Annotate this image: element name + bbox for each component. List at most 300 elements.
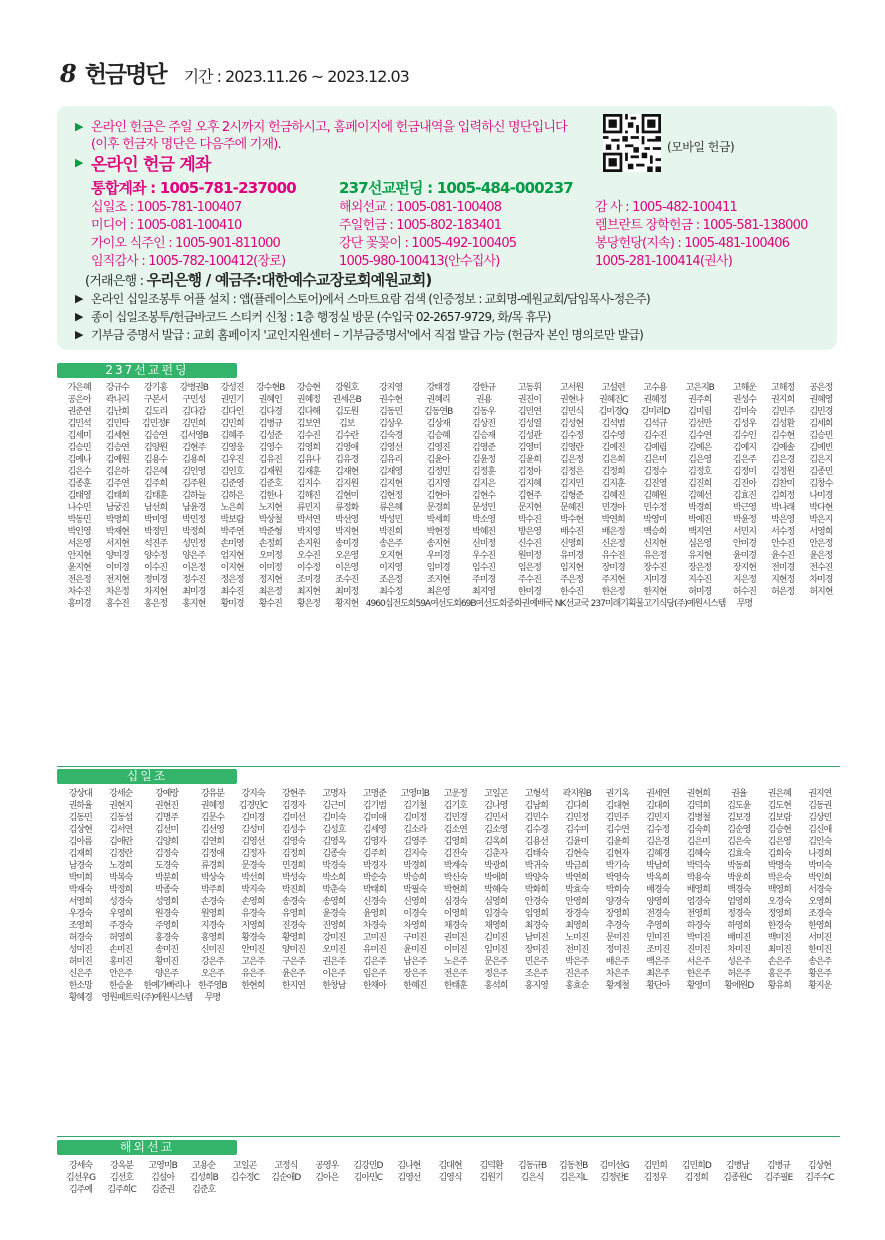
donor-name: 안영희 (565, 897, 589, 907)
donor-name: 김소연 (443, 825, 467, 835)
donor-name: 엄지현 (220, 551, 244, 561)
donor-name: 김주수C (805, 1173, 834, 1183)
donor-name: 전미진 (565, 945, 589, 955)
names-tithe (60, 788, 840, 1004)
donor-name: 김문수 (200, 813, 224, 823)
donor-name: 권기옥 (605, 789, 629, 799)
donor-name: 조지현 (426, 575, 450, 585)
bullet-donation-receipt: 기부금 증명서 발급 : 교회 홈페이지 '교인지원센터 – 기부금증명서'에서 직접 발급 가능 (헌금자 본인 명의로만 발급) (91, 328, 644, 342)
donor-name: 윤경숙 (322, 909, 346, 919)
donor-name: 박수현 (560, 515, 584, 525)
donor-name: 한지연 (281, 981, 305, 991)
donor-name: 차은정 (105, 587, 129, 597)
donor-name: 김수진 (643, 431, 667, 441)
donor-name: 김상우 (379, 419, 403, 429)
donor-name: 김영선 (397, 1173, 421, 1183)
donor-name: 안미경 (732, 539, 756, 549)
donor-name: 김민지 (646, 813, 670, 823)
donor-name: 고영미B (400, 789, 429, 799)
donor-name: 권혜진C (598, 395, 628, 405)
donor-name: 김미애 (362, 813, 386, 823)
donor-name: 김은숙 (727, 837, 751, 847)
donor-name: 박계숙 (443, 861, 467, 871)
donor-name: 차은주 (605, 969, 629, 979)
donor-name: 도경숙 (155, 861, 179, 871)
donor-name: 김영수 (258, 443, 282, 453)
donor-name: 김병규 (258, 419, 282, 429)
donor-name: 한현희 (241, 981, 265, 991)
donor-name: 장미경 (601, 563, 625, 573)
donor-name: 김승연 (105, 443, 129, 453)
donor-name: 김은영 (767, 837, 791, 847)
donor-name: 김현숙 (565, 849, 589, 859)
donor-name: 김혜숙 (686, 849, 710, 859)
donor-name: 지미경 (643, 575, 667, 585)
donor-name: 김주희 (144, 479, 168, 489)
donor-name: 정은주 (484, 969, 508, 979)
donor-name: 손지원 (296, 539, 320, 549)
donor-name: 김미숙 (322, 813, 346, 823)
donor-name: 고일곤 (233, 1161, 257, 1171)
triangle-bullet-icon: ▶ (75, 156, 84, 169)
donor-name: 박광희 (484, 861, 508, 871)
donor-name: 김정원 (771, 467, 795, 477)
donor-name: 김기범 (362, 801, 386, 811)
donor-name: 김영희 (296, 443, 320, 453)
donor-name: 최미경 (182, 587, 206, 597)
donor-name: 김다해 (296, 407, 320, 417)
donor-name: 권진이 (517, 395, 541, 405)
donor-name: 김주예 (68, 1185, 93, 1195)
account-sunday: 주일헌금 : 1005-802-183401 (339, 218, 502, 233)
donor-name: 신지현 (643, 539, 667, 549)
donor-name: 장수진 (643, 563, 667, 573)
donor-name: 최은영 (426, 587, 450, 597)
donor-name: 김상재 (426, 419, 450, 429)
donor-name: 전수진 (809, 563, 833, 573)
donor-name: 유경숙 (241, 909, 265, 919)
donor-name: 김수정 (560, 431, 584, 441)
donor-name: 이은주 (322, 969, 346, 979)
donor-name: 권혜정 (296, 395, 320, 405)
account-237-fund: 237선교펀딩 : 1005-484-000237 (339, 179, 573, 197)
donor-name: 오미정 (258, 551, 282, 561)
donor-name: 고설련 (601, 383, 625, 393)
donor-name: 김성호 (322, 825, 346, 835)
donor-name: 구민성 (182, 395, 206, 405)
donor-name: 조영희 (68, 921, 92, 931)
donor-name: 박정희 (182, 527, 206, 537)
donor-name: 김동천B (559, 1161, 588, 1171)
donor-name: 김종민 (809, 467, 833, 477)
donor-name: 노은희 (220, 503, 244, 513)
donor-name: 신은주 (68, 969, 92, 979)
donor-name: 박경숙 (322, 861, 346, 871)
donor-name: 김원기 (479, 1173, 503, 1183)
donor-name: 오영희 (808, 897, 832, 907)
donor-name: 김소영 (484, 825, 508, 835)
donor-name: 김재원 (258, 467, 282, 477)
donor-name: 임경숙 (484, 909, 508, 919)
donor-name: 김은미 (643, 455, 667, 465)
donor-name: 문경숙 (241, 861, 265, 871)
donor-name: 김민수 (524, 813, 548, 823)
donor-name: 김우진 (220, 455, 244, 465)
donor-name: 김영준 (472, 443, 496, 453)
section-title-tithe: 십일조 (57, 769, 237, 784)
donor-name: 김예진 (601, 443, 625, 453)
donor-name: 이미진 (443, 945, 467, 955)
donor-name: 최영희 (565, 921, 589, 931)
donor-name: 김은지 (809, 455, 833, 465)
donor-name: 한주영B (198, 981, 227, 991)
donor-name: 한은주 (686, 969, 710, 979)
donor-name: 김준호 (192, 1185, 216, 1195)
donor-name: 김근미 (322, 801, 346, 811)
donor-name: 김난희 (105, 407, 129, 417)
donor-name: 허지현 (809, 587, 833, 597)
donor-name: 김석규 (643, 419, 667, 429)
donor-name: 박분희 (155, 873, 179, 883)
donor-name: 김현주 (517, 491, 541, 501)
account-ordination-elder: 임직감사 : 1005-782-100412(장로) (91, 254, 286, 269)
donor-name: 정미진 (605, 945, 629, 955)
donor-name: 박미희 (68, 873, 92, 883)
donor-name: 한수진 (560, 587, 584, 597)
donor-name: 황단아 (646, 981, 670, 991)
donor-name: 정지현 (258, 575, 282, 585)
donor-name: 강병권B (179, 383, 208, 393)
donor-name: 김지혜 (517, 479, 541, 489)
donor-name: 방은영 (517, 527, 541, 537)
donor-name: 백경숙 (727, 885, 751, 895)
donor-name: 박미숙 (808, 861, 832, 871)
donor-name: 김희숙 (767, 849, 791, 859)
donor-name: 남선희 (144, 503, 168, 513)
donor-name: 배수진 (560, 527, 584, 537)
donor-name: 박진희 (379, 527, 403, 537)
donor-name: 고형석 (524, 789, 548, 799)
donor-name: 김희정 (771, 491, 795, 501)
section-title-237-funding: 237선교펀딩 (57, 363, 237, 378)
section-divider (57, 1136, 840, 1137)
donor-name: 김영란 (560, 443, 584, 453)
donor-name: 손미진 (109, 945, 133, 955)
donor-name: 김선우G (65, 1173, 96, 1183)
donor-name: 조경숙 (808, 909, 832, 919)
donor-name: 김해진 (296, 491, 320, 501)
donor-name: 최수진 (220, 587, 244, 597)
donor-name: 박상철 (258, 515, 282, 525)
donor-name: 양미진 (281, 945, 305, 955)
donor-name: 이수정 (296, 563, 320, 573)
donor-name: 홍수진 (105, 599, 129, 609)
donor-name: 권지연 (808, 789, 832, 799)
donor-name: 김양원 (144, 443, 168, 453)
donor-name: 김정희 (684, 1173, 708, 1183)
donor-name: 김태영 (67, 491, 91, 501)
donor-name: 허미진 (68, 957, 92, 967)
donor-name: 하경숙 (686, 921, 710, 931)
donor-name: 조은주 (524, 969, 548, 979)
donor-name: 김대현 (605, 801, 629, 811)
donor-name: 김다경 (258, 407, 282, 417)
donor-name: 장영희 (605, 909, 629, 919)
donor-name: 주지현 (601, 575, 625, 585)
donor-name: 김예나 (67, 455, 91, 465)
donor-name: 김용선 (524, 837, 548, 847)
donor-name: 김선영 (200, 825, 224, 835)
donor-name: 김수현 (771, 431, 795, 441)
donor-name: 김효숙 (727, 849, 751, 859)
donor-name: 중화권예배국 (506, 599, 553, 609)
donor-name: 고운정 (443, 789, 467, 799)
donor-name: 김승재 (472, 431, 496, 441)
donor-name: 노지현 (258, 503, 282, 513)
donor-name: 배은정 (601, 527, 625, 537)
donor-name: 박선희 (241, 873, 265, 883)
donor-name: 권은혜 (767, 789, 791, 799)
donor-name: 안수진 (771, 539, 795, 549)
donor-name: 김민서 (484, 813, 508, 823)
donor-name: 김미리D (640, 407, 670, 417)
donor-name: 박정희 (109, 885, 133, 895)
donor-name: 김종훈 (67, 479, 91, 489)
donor-name: 김세희 (809, 419, 833, 429)
donor-name: 문성민 (472, 503, 496, 513)
donor-name: 김다희 (565, 801, 589, 811)
donor-name: 김승연 (144, 431, 168, 441)
donor-name: 최미정 (335, 587, 359, 597)
donor-name: 권혜정 (643, 395, 667, 405)
donor-name: 권현나 (560, 395, 584, 405)
donor-name: 오경숙 (767, 897, 791, 907)
donor-name: 차미경 (809, 575, 833, 585)
donor-name: 문은주 (484, 957, 508, 967)
donor-name: 김영애 (335, 443, 359, 453)
donor-name: 황은정 (296, 599, 320, 609)
donor-name: 김진영 (643, 479, 667, 489)
donor-name: 민경희 (281, 861, 305, 871)
donor-name: 홍은정 (144, 599, 168, 609)
donor-name: 주경숙 (109, 921, 133, 931)
donor-name: 류정화 (335, 503, 359, 513)
notice-line-2: (이후 헌금자 명단은 다음주에 기재). (91, 137, 281, 152)
donor-name: 박명희 (105, 515, 129, 525)
donor-name: 김준호 (258, 479, 282, 489)
donor-name: 신영희 (403, 897, 427, 907)
donor-name: 나미경 (809, 491, 833, 501)
donor-name: 채경숙 (443, 921, 467, 931)
donor-name: 김주희C (107, 1185, 136, 1195)
donor-name: 손미영 (220, 539, 244, 549)
donor-name: 윤지현 (67, 563, 91, 573)
donor-name: 우수진 (472, 551, 496, 561)
donor-name: 엄경숙 (686, 897, 710, 907)
donor-name: 김소라 (403, 825, 427, 835)
donor-name: 김세현 (105, 431, 129, 441)
donor-name: 김지수 (296, 479, 320, 489)
donor-name: 고일곤 (484, 789, 508, 799)
donor-name: 김준영 (220, 479, 244, 489)
donor-name: 김태훈 (144, 491, 168, 501)
donor-name: 권수현 (379, 395, 403, 405)
donor-name: 임영희 (524, 909, 548, 919)
donor-name: 권현진 (155, 801, 179, 811)
donor-name: 김유진 (258, 455, 282, 465)
donor-name: 권혜정 (200, 801, 224, 811)
section-title-overseas-mission: 해외선교 (57, 1140, 237, 1155)
donor-name: 김현자 (605, 849, 629, 859)
donor-name: 배영희 (686, 885, 710, 895)
donor-name: 김지숙 (403, 849, 427, 859)
donor-name: 정수진 (182, 575, 206, 585)
donor-name: 황미진 (155, 957, 179, 967)
donor-name: 김미림 (688, 407, 712, 417)
donor-name: 김도원 (335, 407, 359, 417)
donor-name: 김수정 (646, 825, 670, 835)
donor-name: 양미경 (105, 551, 129, 561)
donor-name: 강기홍 (144, 383, 168, 393)
donor-name: 김민경 (443, 813, 467, 823)
donor-name: 박명숙 (767, 861, 791, 871)
donor-name: 원미정 (517, 551, 541, 561)
donor-name: 강상대 (68, 789, 92, 799)
donor-name: 김은하 (105, 467, 129, 477)
donor-name: 김현정 (379, 491, 403, 501)
donor-name: 전지현 (105, 575, 129, 585)
bullet-app-install: 온라인 십일조봉투 어플 설치 : 앱(플레이스토어)에서 스마트요람 검색 (인증정보 : 교회명-예원교회/담임목사-정은주) (91, 292, 650, 306)
donor-name: 송은주 (379, 539, 403, 549)
donor-name: 최은주 (646, 969, 670, 979)
account-ordination-kwonsa: 1005-281-100414(권사) (595, 254, 732, 269)
donor-name: 김서연 (109, 825, 133, 835)
donor-name: 권은주 (322, 957, 346, 967)
donor-name: 엄영희 (727, 897, 751, 907)
donor-name: 김재훈 (296, 467, 320, 477)
donor-name: 김은주 (732, 455, 756, 465)
donor-name: 박미진 (686, 933, 710, 943)
donor-name: 노미진 (565, 933, 589, 943)
donor-name: 김은경 (646, 837, 670, 847)
donor-name: 황미경 (220, 599, 244, 609)
donor-name: 박현정 (426, 527, 450, 537)
donor-name: 박지현 (335, 527, 359, 537)
donor-name: 김성미 (241, 825, 265, 835)
donor-name: 홍미진 (109, 957, 133, 967)
donor-name: 김예지 (732, 443, 756, 453)
donor-name: 진미진 (686, 945, 710, 955)
donor-name: 김수미 (565, 825, 589, 835)
donor-name: 오은주 (200, 969, 224, 979)
donor-name: 노은주 (443, 957, 467, 967)
donor-name: 박효숙 (565, 885, 589, 895)
donor-name: 안경숙 (524, 897, 548, 907)
names-overseas-mission (60, 1160, 840, 1196)
donor-name: 차미진 (727, 945, 751, 955)
donor-name: 고수용 (643, 383, 667, 393)
donor-name: 지현정 (771, 575, 795, 585)
donor-name: 김미경Q (598, 407, 628, 417)
donor-name: 김남희 (524, 801, 548, 811)
donor-name: 류은혜 (379, 503, 403, 513)
donor-name: 김은지L (559, 1173, 587, 1183)
page-title: 헌금명단 (84, 62, 166, 88)
donor-name: 신영희 (560, 539, 584, 549)
donor-name: 양은주 (155, 969, 179, 979)
donor-name: 김영웅 (220, 443, 244, 453)
donor-name: 성민정 (182, 539, 206, 549)
donor-name: 김민경 (809, 407, 833, 417)
donor-name: 허은주 (727, 969, 751, 979)
donor-name: 김성수 (281, 825, 305, 835)
account-building: 봉당헌당(지속) : 1005-481-100406 (595, 236, 790, 251)
donor-name: 김혜진 (601, 491, 625, 501)
donor-name: 이미정 (258, 563, 282, 573)
donor-name: 권혜인 (258, 395, 282, 405)
donor-name: 김혜주 (220, 431, 244, 441)
donor-name: 김민희 (220, 419, 244, 429)
donor-name: 김정희 (601, 467, 625, 477)
donor-name: 이경숙 (403, 909, 427, 919)
donor-name: 김연희 (200, 837, 224, 847)
donor-name: 배은주 (605, 957, 629, 967)
donor-name: 한지현 (643, 587, 667, 597)
donor-name: 고동휘 (517, 383, 541, 393)
donor-name: 류민지 (296, 503, 320, 513)
donor-name: 석진주 (144, 539, 168, 549)
donor-name: 김종원C (723, 1173, 752, 1183)
donor-name: 박은영 (771, 515, 795, 525)
donor-name: 강지숙 (241, 789, 265, 799)
donor-name: 한영희 (808, 921, 832, 931)
donor-name: 유미진 (362, 945, 386, 955)
donor-name: 신경숙 (362, 897, 386, 907)
donor-name: 장은정 (688, 563, 712, 573)
donor-name: 백승희 (643, 527, 667, 537)
donor-name: 박연희 (565, 873, 589, 883)
donor-name: 박화희 (524, 885, 548, 895)
donor-name: 김정우 (643, 1173, 667, 1183)
donor-name: 박애희 (484, 873, 508, 883)
donor-name: 김영선 (379, 443, 403, 453)
donor-name: 가은혜 (67, 383, 91, 393)
donor-name: 최은정 (258, 587, 282, 597)
donor-name: 백지연 (688, 527, 712, 537)
period-label: 기간 : 2023.11.26 ~ 2023.12.03 (183, 67, 409, 86)
donor-name: 홍은주 (767, 969, 791, 979)
donor-name: 박근영 (732, 503, 756, 513)
donor-name: 김도리 (144, 407, 168, 417)
donor-name: 69B여선도회 (460, 599, 507, 609)
donor-name: 김정희 (281, 849, 305, 859)
qr-code-icon[interactable] (603, 114, 661, 172)
donor-name: 김성열 (517, 419, 541, 429)
donor-name: 곽지원B (562, 789, 591, 799)
donor-name: 김수경 (524, 825, 548, 835)
donor-name: 홍미경 (67, 599, 91, 609)
donor-name: 강원호 (335, 383, 359, 393)
donor-name: 임수진 (472, 563, 496, 573)
donor-name: 권미진 (443, 933, 467, 943)
donor-name: 윤은정 (809, 551, 833, 561)
donor-name: 박현희 (443, 885, 467, 895)
donor-name: 김수인 (732, 431, 756, 441)
donor-name: 황계철 (605, 981, 629, 991)
donor-name: 김하은 (220, 491, 244, 501)
donor-name: 서은영 (67, 539, 91, 549)
donor-name: 김영희 (443, 837, 467, 847)
